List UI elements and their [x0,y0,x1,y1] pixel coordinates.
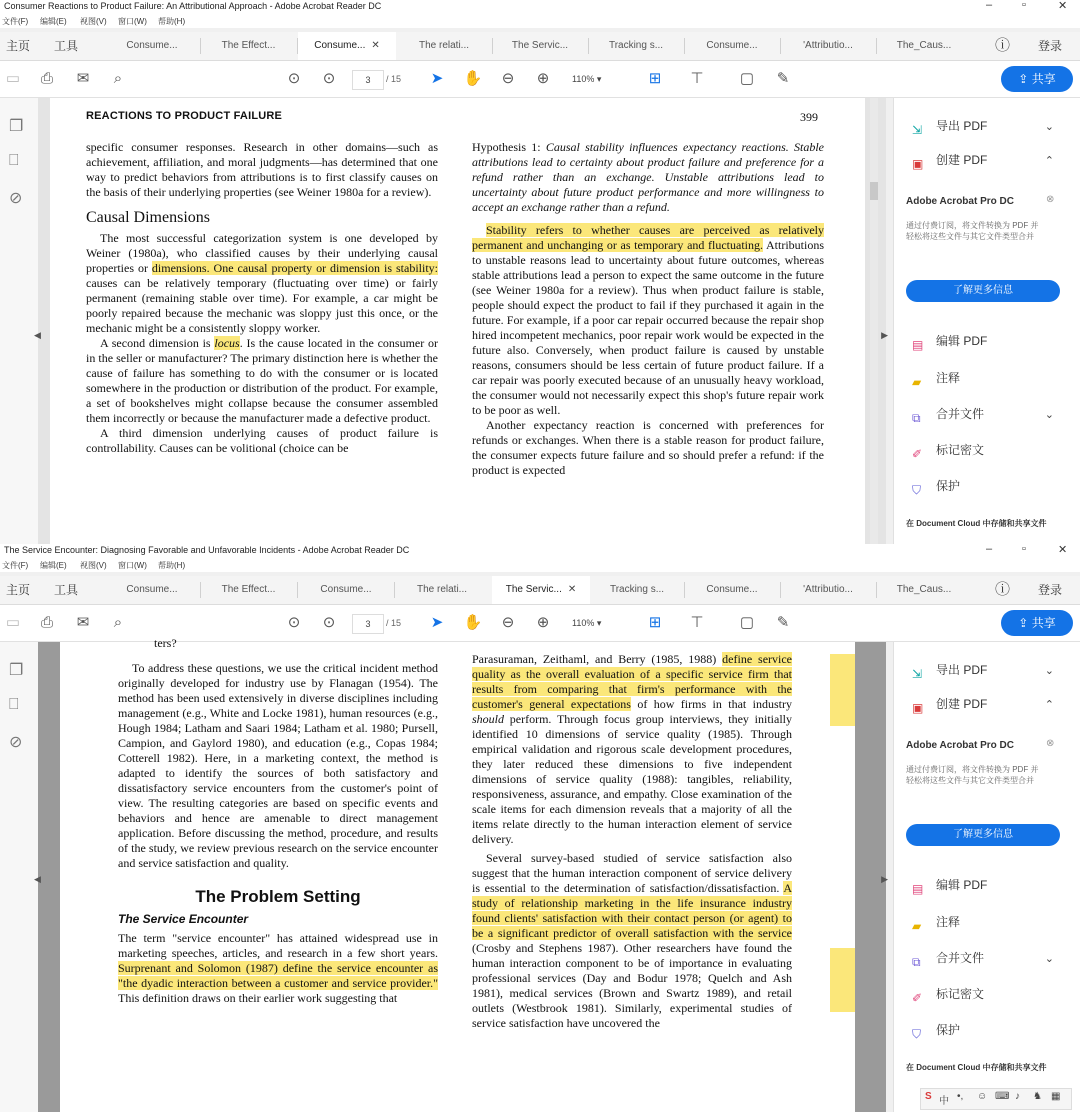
page-number: 399 [800,110,818,124]
learn-more-button[interactable]: 了解更多信息 [906,824,1060,846]
export-pdf-tool[interactable] [912,115,987,137]
document-area[interactable] [34,98,888,544]
paragraph: specific consumer responses. Research in other domains—such as achievement, affiliation, and moral judgments—has determined that one way to predict behaviors from attributions is to first classify causes on the basis of their underlying properties (see Weiner 1980a for a review). [86,140,438,199]
zoom-in-icon[interactable]: ⊕ [536,614,550,631]
expand-right-icon[interactable]: ▶ [881,874,888,884]
hand-tool-icon[interactable]: ✋ [463,70,483,87]
tool-label: 标记密文 [936,987,985,1001]
menu-view[interactable]: 视图(V) [80,17,107,26]
edit-pdf-icon: ▤ [912,881,924,896]
link-icon: ⊗ [1046,738,1055,749]
protect-tool[interactable] [912,1019,960,1041]
text-run: The most successful categorization system is one developed by Weiner (1980a), who classified causes by their underlying causal properties or [86,231,438,275]
tool-label: 标记密文 [936,443,985,457]
combine-files-icon: ⧉ [912,410,921,425]
hypothesis [472,140,824,215]
email-icon[interactable]: ✉ [76,614,90,631]
export-pdf-icon: ⇲ [912,666,923,681]
keyboard-icon[interactable]: ⌨ [995,1091,1010,1102]
zoom-value: 110% [572,618,595,628]
bookmark-icon[interactable]: ⎕ [9,696,19,713]
tool-label: 合并文件 [936,951,985,965]
menu-window[interactable]: 窗口(W) [118,17,147,26]
tab-home[interactable]: 主页 [6,583,31,597]
menu-bar [0,14,1080,28]
help-icon[interactable]: ⓘ [995,581,1011,598]
hypothesis-text: Causal stability influences expectancy reactions. Stable attributions lead to certainty about product failure and preference for a refund rather than an exchange. Unstable attributions lead to uncertainty about future product performance and more willingness to accept an exchange rather than a refund. [472,140,825,214]
tool-label: 导出 PDF [936,663,988,677]
page-total: / 15 [386,618,402,628]
tab-doc-4[interactable] [394,576,490,604]
zoom-in-icon[interactable]: ⊕ [536,70,550,87]
acrobat-window-2 [0,544,1080,1112]
highlight[interactable]: Stability refers to whether causes are perceived as relatively permanent and unchanging or as temporary and fluctuating. [472,223,824,252]
document-area[interactable] [34,636,888,1112]
menu-window[interactable]: 窗口(W) [118,561,147,570]
tab-doc-2[interactable] [200,32,297,60]
paragraph [472,223,824,418]
help-icon[interactable]: ⓘ [995,37,1011,54]
zoom-select[interactable]: 110% ▾ [572,74,602,84]
vertical-scrollbar[interactable] [870,98,878,544]
menu-view[interactable]: 视图(V) [80,561,107,570]
tab-label: Consume... [320,584,372,595]
paragraph [86,336,438,426]
tab-label: The Effect... [221,584,276,595]
tab-label: 'Attributio... [803,40,853,51]
tab-doc-5-active[interactable] [492,576,590,604]
right-column [472,652,792,1031]
tab-label: The Effect... [221,40,276,51]
tool-label: 合并文件 [936,407,985,421]
tab-close-icon[interactable]: ✕ [567,584,577,595]
window-title: Consumer Reactions to Product Failure: An Attributional Approach - Adobe Acrobat Reader DC [4,1,382,11]
maximize-button[interactable]: ▫ [1022,543,1026,555]
ime-logo-icon[interactable]: S [925,1091,932,1102]
learn-more-button[interactable]: 了解更多信息 [906,280,1060,302]
text-run: A second dimension is [100,336,215,350]
save-icon[interactable]: ▭ [5,614,21,631]
chevron-down-icon[interactable]: ⌄ [1044,665,1054,677]
text-run: Several survey-based studied of service satisfaction also suggest that the human interaction component of service delivery is essential to the determination of satisfaction/dissatisfaction. [472,851,792,895]
search-icon[interactable]: ⌕ [113,70,123,87]
tool-label: 注释 [936,915,961,929]
export-pdf-icon: ⇲ [912,122,923,137]
redact-tool[interactable] [912,983,984,1005]
text-run: Parasuraman, Zeithaml, and Berry (1985, 1988) [472,652,723,666]
right-tools-pane [893,642,1080,1112]
hypothesis-label: Hypothesis 1: [472,140,541,154]
tab-label: The Servic... [511,40,569,51]
close-window-button[interactable]: ✕ [1058,0,1068,12]
zoom-out-icon[interactable]: ⊖ [501,70,515,87]
comment-tool[interactable] [912,367,960,389]
share-label: 共享 [1031,72,1056,86]
promo-description: 通过付费订阅，将文件转换为 PDF 并轻松将这些文件与其它文件类型合并 [906,765,1039,785]
share-icon: ⇪ [1018,616,1032,630]
pdf-page [50,98,865,544]
collapse-left-icon[interactable]: ◀ [34,330,41,340]
tab-doc-7[interactable] [684,576,780,604]
pages-thumbnail-icon[interactable]: ❐ [9,662,24,679]
tab-doc-5[interactable] [492,32,588,60]
login-link[interactable]: 登录 [1038,583,1063,597]
print-icon[interactable]: ⎙ [40,614,53,631]
chevron-down-icon[interactable]: ⌄ [1044,953,1054,965]
login-link[interactable]: 登录 [1038,39,1063,53]
attachment-icon[interactable]: ⊘ [9,734,23,751]
tool-label: 创建 PDF [936,153,988,167]
search-icon[interactable]: ⌕ [113,614,123,631]
tab-label: Tracking s... [608,40,664,51]
tab-label: The relati... [416,584,468,595]
tab-doc-9[interactable] [876,32,972,60]
share-icon: ⇪ [1018,72,1032,86]
tab-tools[interactable]: 工具 [54,583,79,597]
page-up-icon[interactable]: ⊙ [287,70,301,87]
window-title: The Service Encounter: Diagnosing Favorable and Unfavorable Incidents - Adobe Acrobat Reader DC [4,545,410,555]
maximize-button[interactable]: ▫ [1022,0,1026,11]
share-button[interactable] [1001,610,1073,636]
combine-files-tool[interactable] [912,947,984,969]
create-pdf-icon: ▣ [912,700,924,715]
zoom-value: 110% [572,74,595,84]
highlight[interactable]: dimensions. One causal property or dimension is stability: [151,261,438,275]
export-pdf-tool[interactable] [912,659,987,681]
menu-file[interactable]: 文件(F) [2,561,29,570]
highlight[interactable] [214,336,239,350]
combine-files-tool[interactable] [912,403,984,425]
chevron-up-icon[interactable]: ⌃ [1044,155,1054,167]
tab-doc-8[interactable] [780,576,876,604]
text-run: of how firms in that industry [630,697,793,711]
scroll-mode-icon[interactable]: ⊤ [690,614,704,631]
highlight[interactable]: define service quality as the overall evaluation of a specific service firm that results from comparing that firm's performance with the customer's general expectations [472,652,793,711]
menu-help[interactable]: 帮助(H) [158,561,186,570]
paragraph [118,931,438,1006]
create-pdf-icon: ▣ [912,156,924,171]
highlight[interactable]: Surprenant and Solomon (1987) define the service encounter as "the dyadic interaction between a customer and service provider." [118,961,438,990]
tab-doc-3[interactable] [298,576,394,604]
tool-label: 编辑 PDF [936,334,988,348]
tab-label: The_Caus... [896,584,952,595]
paragraph: To address these questions, we use the critical incident method originally developed for industry use by Flanagan (1954). The method has been used extensively in diverse disciplines including management (e.g., White and Locke 1981), human resources (e.g., Hough 1984; Latham and Saari 1984; Latham et al. 1980; Pursell, Campion, and Gaylord 1980), and education (e.g., Copas 1984; Cotterell 1982). Here, in a marketing context, the method is adapted to identify the sources of both satisfactory and dissatisfactory service encounters from the customer's point of view. The resulting categories are based on specific events and behaviors and hence are amenable to direct management application. Before discussing the method, procedure, and results of the study, we review previous research on the service encounter and service satisfaction and quality. [118,661,438,870]
tab-doc-1[interactable] [104,576,200,604]
pdf-page [60,636,855,1112]
page-down-icon[interactable]: ⊙ [322,614,336,631]
toolbar [0,61,1080,98]
tool-label: 保护 [936,479,961,493]
menu-edit[interactable]: 编辑(E) [40,561,67,570]
tab-label: The_Caus... [896,40,952,51]
collapse-left-icon[interactable]: ◀ [34,874,41,884]
section-heading: Causal Dimensions [86,209,210,226]
promo-description: 通过付费订阅，将文件转换为 PDF 并轻松将这些文件与其它文件类型合并 [906,221,1039,241]
tab-doc-8[interactable] [780,32,876,60]
tab-doc-1[interactable] [104,32,200,60]
text-run: The term "service encounter" has attained widespread use in marketing speeches, articles, and research in a few short years. [118,931,438,960]
section-heading: The Problem Setting [195,887,361,906]
left-column [86,140,438,456]
cloud-note: 在 Document Cloud 中存储和共享文件 [906,519,1047,528]
attachment-icon[interactable]: ⊘ [9,190,23,207]
emoji-icon[interactable]: ☺ [977,1091,988,1102]
paragraph: Another expectancy reaction is concerned with preferences for refunds or exchanges. When there is a stable reason for product failure, the consumer expects future failure and so should prefer a refund: if the product is expected [472,418,824,477]
chevron-down-icon[interactable]: ⌄ [1044,121,1054,133]
chevron-down-icon[interactable]: ⌄ [1044,409,1054,421]
redact-icon: ✐ [912,990,923,1005]
text-run: causes can be relatively temporary (fluctuating over time) or fairly permanent (remaining stable over time). For example, a car might be poorly repaired because the mechanic was sloppy just this once, or the mechanic might be a consistently sloppy worker. [86,276,438,335]
comment-icon[interactable]: ▢ [739,614,755,631]
running-header: REACTIONS TO PRODUCT FAILURE [86,110,283,122]
left-column [118,636,438,1006]
margin-highlight [830,654,855,726]
emphasis: should [472,712,505,726]
combine-files-icon: ⧉ [912,954,921,969]
chevron-up-icon[interactable]: ⌃ [1044,699,1054,711]
expand-right-icon[interactable]: ▶ [881,330,888,340]
comment-tool[interactable] [912,911,960,933]
sign-icon[interactable]: ✎ [776,70,790,87]
punctuation-icon[interactable]: •, [957,1091,964,1102]
comment-tool-icon: ▰ [912,918,922,933]
scroll-thumb[interactable] [870,182,878,200]
tab-bar [0,32,1080,61]
left-rail [0,98,39,544]
minimize-button[interactable]: – [986,0,993,11]
grid-icon[interactable]: ▦ [1051,1091,1061,1102]
tool-label: 注释 [936,371,961,385]
tab-close-icon[interactable]: ✕ [371,40,380,51]
mic-icon[interactable]: ♪ [1015,1091,1020,1102]
page-number-input[interactable]: 3 [352,614,384,634]
tab-label: Consume... [126,584,178,595]
system-tray [920,1088,1072,1110]
link-icon: ⊗ [1046,194,1055,205]
edit-pdf-icon: ▤ [912,337,924,352]
save-icon[interactable]: ▭ [5,70,21,87]
page-down-icon[interactable]: ⊙ [322,70,336,87]
page-up-icon[interactable]: ⊙ [287,614,301,631]
create-pdf-tool[interactable] [912,149,987,171]
page-fit-icon[interactable]: ⊞ [648,614,662,631]
right-column [472,140,824,478]
ime-mode[interactable]: 中 [939,1096,949,1107]
tab-label: The Servic... [505,584,562,595]
promo-title: Adobe Acrobat Pro DC [906,740,1014,751]
text-run: . Is the cause located in the consumer or in the seller or manufacturer? The primary distinction here is whether the cause of failure has something to do with the consumer or is located somewhere in the production or distribution of the product. For example, a set of bookshelves might collapse because the consumer assembled them incorrectly or because the manufacturer made a defective product. [86,336,439,425]
cloud-note: 在 Document Cloud 中存储和共享文件 [906,1063,1047,1072]
tab-doc-4[interactable] [396,32,492,60]
tab-tools[interactable]: 工具 [54,39,79,53]
redact-tool[interactable] [912,439,984,461]
tab-doc-7[interactable] [684,32,780,60]
shield-icon: ⛉ [912,482,922,497]
select-cursor-icon[interactable]: ➤ [430,614,444,631]
text-run: (Crosby and Stephens 1987). Other researchers have found the human interaction component to be of importance in evaluating professional services (Day and Bodur 1978; Quelch and Ash 1981), medical services (Brown and Swartz 1989), and retail outlets (Westbrook 1981). Similarly, experimental studies of service satisfaction have uncovered the [472,941,792,1030]
paragraph [472,851,792,1031]
tab-doc-9[interactable] [876,576,972,604]
tab-doc-6[interactable] [590,576,684,604]
text-run: Attributions to unstable reasons lead to uncertainty about future outcomes, whereas stable attributions lead a person to expect the same outcome in the future (see Weiner 1980a for a review). Thus when product failure is stable, people should expect the product to fail if they purchased it again in the future. For example, if a poor car repair occurred because the repair shop hired incompetent mechanics, poor repair work would be expected in the future also. Conversely, when product failure is caused by unstable reasons, consumers should be less certain of future product failure. If a car repair was poorly executed because of an unusually heavy workload, the consumer would not necessarily expect this shop's future repair work to be poor as well. [472,238,824,417]
menu-edit[interactable]: 编辑(E) [40,17,67,26]
zoom-select[interactable]: 110% ▾ [572,618,602,628]
tool-label: 导出 PDF [936,119,988,133]
tab-label: 'Attributio... [803,584,853,595]
right-tools-pane [893,98,1080,544]
tab-label: The relati... [418,40,470,51]
pages-thumbnail-icon[interactable]: ❐ [9,118,24,135]
select-cursor-icon[interactable]: ➤ [430,70,444,87]
comment-tool-icon: ▰ [912,374,922,389]
tab-label: Consume... [706,40,758,51]
subsection-heading: The Service Encounter [118,912,249,926]
tab-label: Tracking s... [609,584,665,595]
tool-label: 创建 PDF [936,697,988,711]
page-number-input[interactable]: 3 [352,70,384,90]
page-total: / 15 [386,74,402,84]
tab-bar [0,576,1080,605]
acrobat-window-1 [0,0,1080,544]
print-icon[interactable]: ⎙ [40,70,53,87]
shield-icon: ⛉ [912,1026,922,1041]
redact-icon: ✐ [912,446,923,461]
paragraph [86,231,438,336]
highlight[interactable]: A study of relationship marketing in the life insurance industry found clients' satisfaction with their contact person (or agent) to be a significant predictor of overall satisfaction with the service [472,881,792,940]
edit-pdf-tool[interactable] [912,330,987,352]
tab-home[interactable]: 主页 [6,39,31,53]
email-icon[interactable]: ✉ [76,70,90,87]
tab-doc-2[interactable] [200,576,297,604]
menu-bar [0,558,1080,572]
hand-tool-icon[interactable]: ✋ [463,614,483,631]
shirt-icon[interactable]: ♞ [1033,1091,1042,1102]
paragraph-fragment: ters? [154,636,177,650]
menu-file[interactable]: 文件(F) [2,17,29,26]
text-run: This definition draws on their earlier work suggesting that [118,991,398,1005]
close-window-button[interactable]: ✕ [1058,544,1068,556]
paragraph [472,652,792,847]
create-pdf-tool[interactable] [912,693,987,715]
comment-icon[interactable]: ▢ [739,70,755,87]
text-run: perform. Through focus group interviews, they initially identified 10 dimensions of service quality (1985). Through empirical validation and rigorous scale development procedures, they later reduced these dimensions to five independent dimensions of service quality (1988): tangibles, reliability, responsiveness, assurance, and empathy. Close examination of the scale items for each dimension reveals that a majority of all the items relate directly to the human interaction element of service delivery. [472,712,792,846]
tool-label: 编辑 PDF [936,878,988,892]
tab-doc-3-active[interactable] [298,32,396,60]
edit-pdf-tool[interactable] [912,874,987,896]
share-label: 共享 [1031,616,1056,630]
tab-label: Consume... [314,40,366,51]
emphasis: locus [214,336,240,350]
share-button[interactable] [1001,66,1073,92]
tab-label: Consume... [126,40,178,51]
tab-doc-6[interactable] [588,32,684,60]
tab-label: Consume... [706,584,758,595]
tool-label: 保护 [936,1023,961,1037]
margin-highlight [830,948,855,1012]
minimize-button[interactable]: – [986,543,993,555]
title-bar [0,544,1080,558]
title-bar [0,0,1080,14]
bookmark-icon[interactable]: ⎕ [9,152,19,169]
scroll-mode-icon[interactable]: ⊤ [690,70,704,87]
promo-title: Adobe Acrobat Pro DC [906,196,1014,207]
protect-tool[interactable] [912,475,960,497]
menu-help[interactable]: 帮助(H) [158,17,186,26]
page-fit-icon[interactable]: ⊞ [648,70,662,87]
paragraph: A third dimension underlying causes of product failure is controllability. Causes can be volitional (choice can be [86,426,438,455]
zoom-out-icon[interactable]: ⊖ [501,614,515,631]
sign-icon[interactable]: ✎ [776,614,790,631]
